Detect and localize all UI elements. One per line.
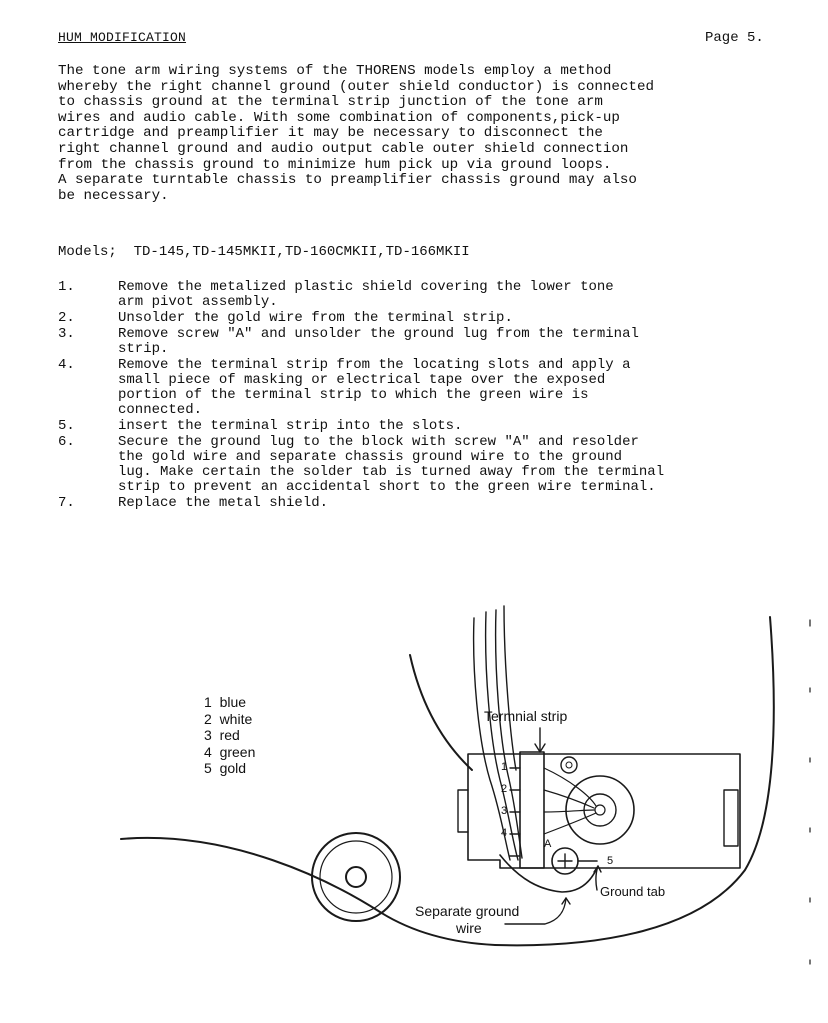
intro-line: be necessary.	[58, 187, 169, 204]
terminal-number: 4	[501, 827, 508, 839]
top-screw-center	[566, 762, 572, 768]
terminal-strip	[520, 752, 544, 868]
step-item	[58, 280, 818, 310]
step-number: 4.	[58, 357, 75, 373]
step-line: the gold wire and separate chassis ground wire to the ground	[118, 449, 623, 465]
screw-a	[552, 848, 578, 874]
page-number: Page 5.	[705, 30, 764, 46]
step-item	[58, 496, 818, 511]
step-line: Remove screw "A" and unsolder the ground lug from the terminal	[118, 326, 639, 342]
ground-tab-pointer-head	[594, 866, 601, 872]
separate-ground-wire-path	[500, 855, 596, 892]
document-title: HUM MODIFICATION	[58, 30, 187, 45]
intro-line: The tone arm wiring systems of the THORENS models employ a method	[58, 63, 612, 79]
pivot-center	[595, 805, 605, 815]
step-item	[58, 327, 818, 357]
incoming-cable-1	[474, 618, 510, 860]
separate-ground-label: Separate ground	[415, 903, 520, 919]
step-line: Unsolder the gold wire from the terminal strip.	[118, 310, 513, 326]
intro-line: right channel ground and audio output cable outer shield connection	[58, 140, 629, 157]
screw-a-label: A	[544, 838, 552, 850]
step-line: insert the terminal strip into the slots.	[118, 418, 463, 434]
legend-item: 1 blue	[204, 694, 247, 710]
models-line: Models; TD-145,TD-145MKII,TD-160CMKII,TD-166MKII	[58, 244, 470, 260]
step-item	[58, 419, 818, 434]
terminal-strip-label: Termnial strip	[484, 708, 568, 724]
step-line: strip.	[118, 341, 169, 357]
legend-item: 4 green	[204, 743, 256, 760]
platter-edge	[410, 655, 472, 770]
intro-line: from the chassis ground to minimize hum pick up via ground loops.	[58, 156, 612, 173]
wire-color-legend	[204, 694, 255, 777]
legend-item: 3 red	[204, 727, 240, 743]
screw-a-slot	[558, 854, 572, 868]
ground-tab-label: Ground tab	[600, 884, 666, 899]
housing-notch	[458, 790, 468, 832]
terminal-strip-pins	[510, 768, 520, 856]
step-number: 1.	[58, 279, 75, 295]
step-number: 5.	[58, 418, 75, 434]
housing-tab	[724, 790, 738, 846]
steps-list	[58, 280, 818, 512]
intro-line: A separate turntable chassis to preamplifier chassis ground may also	[58, 172, 637, 189]
step-line: arm pivot assembly.	[118, 294, 278, 310]
housing-block	[468, 754, 740, 868]
separate-ground-pointer-head	[562, 898, 570, 904]
step-line: Secure the ground lug to the block with screw "A" and resolder	[118, 434, 639, 450]
intro-line: wires and audio cable. With some combination of components,pick-up	[58, 109, 620, 126]
step-line: lug. Make certain the solder tab is turned away from the terminal	[118, 464, 665, 480]
legend-item: 2 white	[204, 710, 253, 727]
step-line: portion of the terminal strip to which the green wire is	[118, 387, 589, 403]
pivot-inner-ring	[584, 794, 616, 826]
incoming-cable-3	[496, 610, 522, 858]
step-number: 7.	[58, 495, 75, 511]
terminal-number: 2	[501, 783, 508, 795]
intro-line: cartridge and preamplifier it may be necessary to disconnect the	[58, 125, 603, 142]
terminal-strip-pointer-head	[535, 744, 545, 752]
wire-1	[544, 768, 596, 806]
top-screw	[561, 757, 577, 773]
wire-2	[544, 790, 594, 808]
step-line: strip to prevent an accidental short to the green wire terminal.	[118, 479, 656, 495]
chassis-outline	[121, 617, 774, 945]
pivot-outer-ring	[566, 776, 634, 844]
step-item	[58, 358, 818, 418]
terminal-number: 1	[501, 761, 508, 773]
step-item	[58, 435, 818, 495]
legend-item: 5 gold	[204, 760, 247, 776]
step-line: Remove the terminal strip from the locating slots and apply a	[118, 357, 631, 373]
ground-tab-pointer	[596, 866, 598, 890]
step-number: 6.	[58, 434, 75, 450]
intro-line: to chassis ground at the terminal strip junction of the tone arm	[58, 94, 603, 111]
spindle-inner-ring	[320, 841, 392, 913]
step-line: small piece of masking or electrical tape over the exposed	[118, 372, 606, 388]
wire-4	[544, 813, 596, 834]
wire-label: wire	[456, 920, 482, 936]
step-line: Remove the metalized plastic shield covering the lower tone	[118, 279, 614, 295]
incoming-cable-2	[486, 612, 518, 860]
terminal-number: 5	[607, 855, 614, 867]
step-number: 3.	[58, 326, 75, 342]
incoming-cable-4	[504, 606, 516, 770]
step-item	[58, 311, 818, 326]
spindle-outer-ring	[312, 833, 400, 921]
step-line: Replace the metal shield.	[118, 495, 329, 511]
spindle-hub	[346, 867, 366, 887]
terminal-number: 3	[501, 805, 508, 817]
intro-paragraph	[58, 64, 818, 204]
wire-3	[544, 810, 594, 812]
step-line: connected.	[118, 402, 203, 418]
intro-line: whereby the right channel ground (outer shield conductor) is connected	[58, 78, 654, 95]
step-number: 2.	[58, 310, 75, 326]
